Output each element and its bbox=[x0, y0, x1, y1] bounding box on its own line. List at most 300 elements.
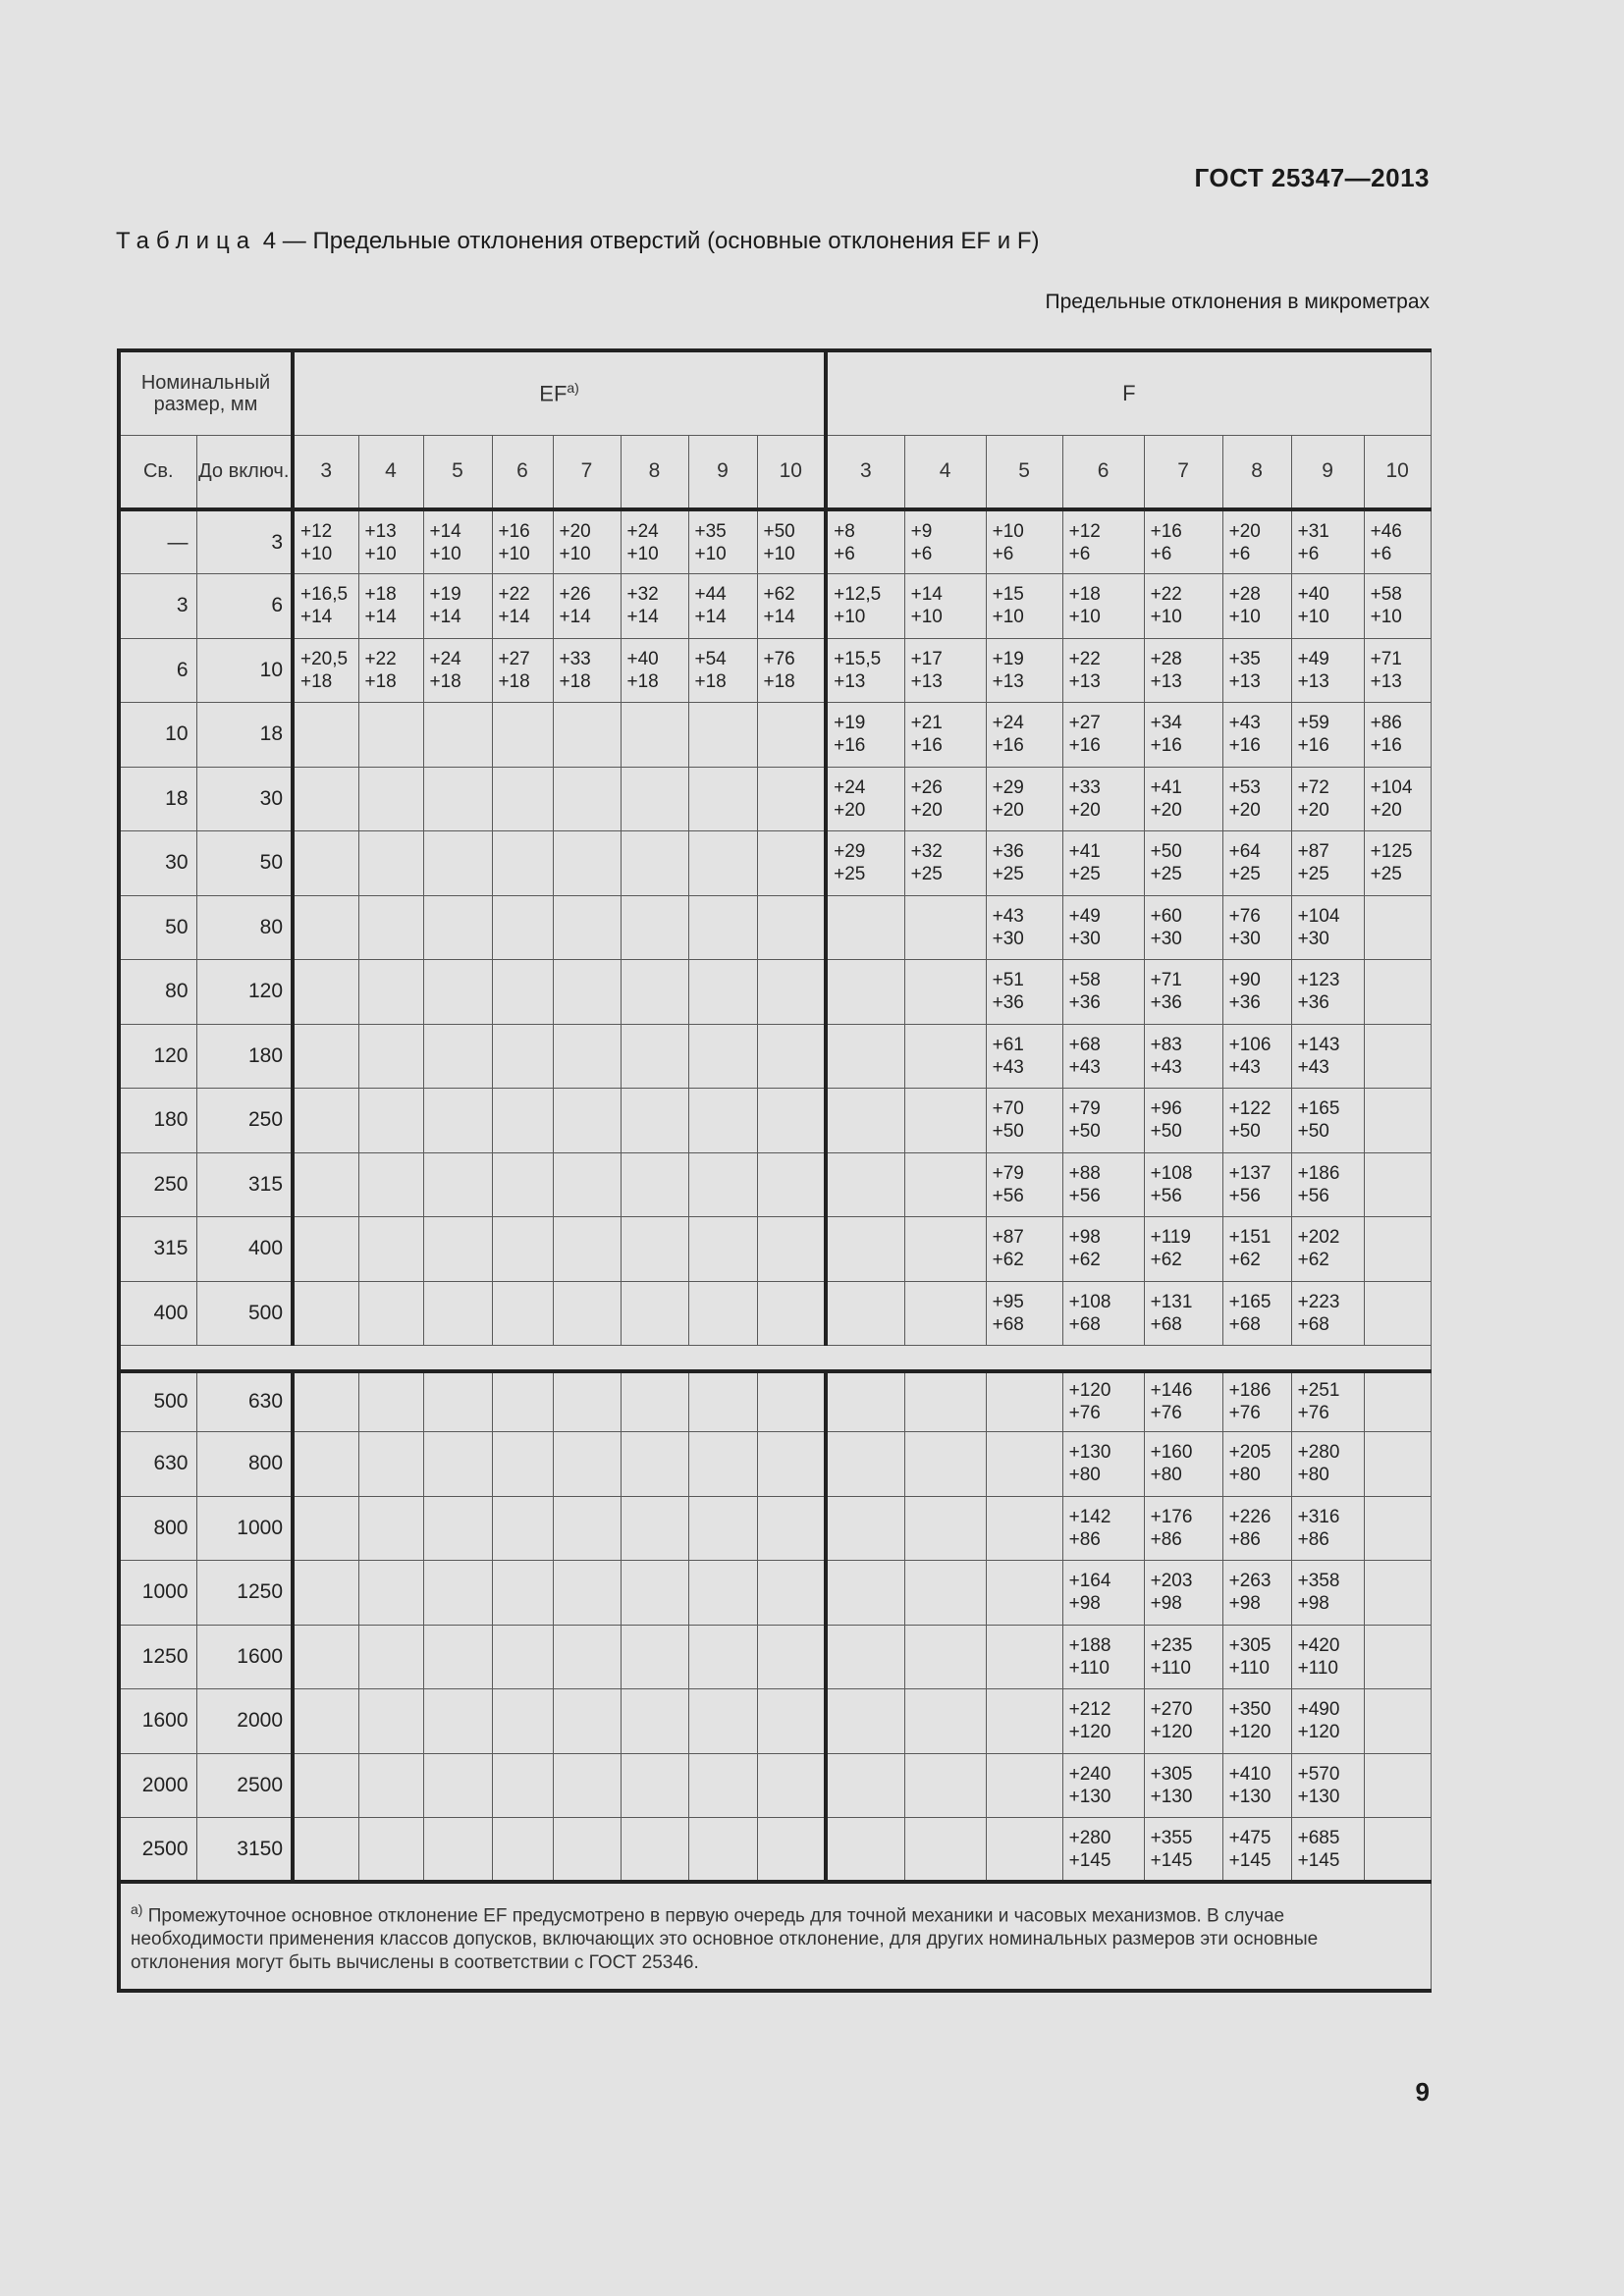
value-cell bbox=[492, 1432, 553, 1497]
upper-deviation: +475 bbox=[1228, 1827, 1272, 1848]
value-cell bbox=[757, 1371, 826, 1432]
value-cell bbox=[757, 895, 826, 960]
value-cell bbox=[423, 1089, 492, 1153]
f-grade-header: 4 bbox=[904, 435, 986, 509]
value-cell bbox=[826, 1024, 904, 1089]
value-cell bbox=[1062, 638, 1144, 703]
lower-deviation: +50 bbox=[1297, 1121, 1329, 1143]
value-cell bbox=[1144, 1818, 1222, 1883]
value-cell bbox=[904, 1625, 986, 1689]
value-cell bbox=[358, 1432, 423, 1497]
value-cell bbox=[1291, 1371, 1364, 1432]
upper-deviation: +54 bbox=[694, 648, 727, 669]
lower-deviation: +50 bbox=[1228, 1121, 1261, 1143]
upper-deviation: +24 bbox=[992, 713, 1024, 734]
value-cell bbox=[1222, 1281, 1291, 1346]
value-cell bbox=[621, 1281, 688, 1346]
value-cell bbox=[293, 1089, 358, 1153]
lower-deviation: +68 bbox=[1150, 1313, 1182, 1335]
upper-deviation: +164 bbox=[1068, 1571, 1111, 1592]
upper-deviation: +28 bbox=[1228, 584, 1261, 606]
value-cell bbox=[826, 703, 904, 768]
value-cell bbox=[492, 703, 553, 768]
value-cell bbox=[986, 1371, 1062, 1432]
lower-deviation: +20 bbox=[992, 799, 1024, 821]
upper-deviation: +27 bbox=[498, 648, 530, 669]
value-cell bbox=[757, 1625, 826, 1689]
footnote-row bbox=[119, 1882, 1431, 1991]
lower-deviation: +14 bbox=[694, 607, 727, 628]
upper-deviation: +20 bbox=[1228, 520, 1261, 542]
upper-deviation: +16,5 bbox=[300, 584, 349, 606]
lower-deviation: +25 bbox=[1297, 864, 1329, 885]
lower-deviation: +10 bbox=[300, 543, 333, 564]
value-cell bbox=[1291, 1496, 1364, 1561]
lower-deviation: +30 bbox=[1228, 928, 1261, 949]
lower-deviation: +18 bbox=[559, 670, 591, 692]
lower-deviation: +50 bbox=[1150, 1121, 1182, 1143]
value-cell bbox=[423, 1024, 492, 1089]
upper-deviation: +165 bbox=[1228, 1291, 1272, 1312]
value-cell bbox=[1144, 960, 1222, 1025]
upper-deviation: +305 bbox=[1228, 1634, 1272, 1656]
value-cell bbox=[1144, 1024, 1222, 1089]
lower-deviation: +13 bbox=[1150, 670, 1182, 692]
value-cell bbox=[1364, 1217, 1431, 1282]
lower-deviation: +86 bbox=[1297, 1528, 1329, 1550]
table-row bbox=[119, 1432, 1431, 1497]
value-cell bbox=[423, 574, 492, 639]
upper-deviation: +59 bbox=[1297, 713, 1329, 734]
size-to-cell: 1600 bbox=[196, 1625, 293, 1689]
upper-deviation: +226 bbox=[1228, 1506, 1272, 1527]
upper-deviation: +15 bbox=[992, 584, 1024, 606]
value-cell bbox=[358, 1818, 423, 1883]
value-cell bbox=[1291, 1818, 1364, 1883]
value-cell bbox=[1291, 831, 1364, 896]
upper-deviation: +205 bbox=[1228, 1442, 1272, 1464]
lower-deviation: +13 bbox=[910, 670, 943, 692]
value-cell bbox=[358, 509, 423, 574]
value-cell bbox=[621, 1089, 688, 1153]
value-cell bbox=[826, 767, 904, 831]
upper-deviation: +21 bbox=[910, 713, 943, 734]
upper-deviation: +60 bbox=[1150, 905, 1182, 927]
value-cell bbox=[293, 895, 358, 960]
table-row bbox=[119, 1689, 1431, 1754]
value-cell bbox=[1062, 509, 1144, 574]
value-cell bbox=[1364, 895, 1431, 960]
upper-deviation: +176 bbox=[1150, 1506, 1193, 1527]
upper-deviation: +270 bbox=[1150, 1699, 1193, 1721]
size-to-cell: 50 bbox=[196, 831, 293, 896]
lower-deviation: +80 bbox=[1228, 1465, 1261, 1486]
ef-grade-header: 3 bbox=[293, 435, 358, 509]
value-cell bbox=[757, 1753, 826, 1818]
upper-deviation: +12,5 bbox=[834, 584, 882, 606]
upper-deviation: +76 bbox=[1228, 905, 1261, 927]
value-cell bbox=[553, 767, 621, 831]
value-cell bbox=[553, 1561, 621, 1626]
value-cell bbox=[826, 1432, 904, 1497]
value-cell bbox=[293, 1432, 358, 1497]
size-to-cell: 400 bbox=[196, 1217, 293, 1282]
upper-deviation: +18 bbox=[1068, 584, 1101, 606]
value-cell bbox=[1291, 1432, 1364, 1497]
value-cell bbox=[986, 895, 1062, 960]
value-cell bbox=[986, 1496, 1062, 1561]
value-cell bbox=[826, 1753, 904, 1818]
value-cell bbox=[826, 1689, 904, 1754]
value-cell bbox=[293, 509, 358, 574]
value-cell bbox=[423, 638, 492, 703]
upper-deviation: +188 bbox=[1068, 1634, 1111, 1656]
value-cell bbox=[423, 1281, 492, 1346]
lower-deviation: +56 bbox=[1228, 1185, 1261, 1206]
value-cell bbox=[492, 509, 553, 574]
upper-deviation: +355 bbox=[1150, 1827, 1193, 1848]
lower-deviation: +14 bbox=[364, 607, 397, 628]
lower-deviation: +14 bbox=[626, 607, 659, 628]
size-from-cell: 180 bbox=[119, 1089, 196, 1153]
upper-deviation: +62 bbox=[763, 584, 795, 606]
upper-deviation: +35 bbox=[694, 520, 727, 542]
upper-deviation: +165 bbox=[1297, 1098, 1340, 1120]
lower-deviation: +86 bbox=[1228, 1528, 1261, 1550]
value-cell bbox=[986, 638, 1062, 703]
lower-deviation: +18 bbox=[626, 670, 659, 692]
value-cell bbox=[688, 1089, 757, 1153]
f-label: F bbox=[1122, 380, 1136, 405]
value-cell bbox=[1291, 1689, 1364, 1754]
value-cell bbox=[423, 1753, 492, 1818]
value-cell bbox=[358, 1371, 423, 1432]
value-cell bbox=[904, 960, 986, 1025]
value-cell bbox=[1062, 703, 1144, 768]
lower-deviation: +98 bbox=[1297, 1593, 1329, 1615]
value-cell bbox=[1222, 1024, 1291, 1089]
upper-deviation: +358 bbox=[1297, 1571, 1340, 1592]
value-cell bbox=[904, 1371, 986, 1432]
value-cell bbox=[986, 1024, 1062, 1089]
value-cell bbox=[826, 1561, 904, 1626]
value-cell bbox=[904, 1561, 986, 1626]
lower-deviation: +16 bbox=[1068, 735, 1101, 757]
lower-deviation: +10 bbox=[763, 543, 795, 564]
upper-deviation: +350 bbox=[1228, 1699, 1272, 1721]
value-cell bbox=[1062, 1024, 1144, 1089]
upper-deviation: +35 bbox=[1228, 648, 1261, 669]
lower-deviation: +76 bbox=[1150, 1403, 1182, 1424]
upper-deviation: +280 bbox=[1297, 1442, 1340, 1464]
value-cell bbox=[358, 1024, 423, 1089]
table-row bbox=[119, 509, 1431, 574]
size-from-cell: 1250 bbox=[119, 1625, 196, 1689]
value-cell bbox=[621, 895, 688, 960]
value-cell bbox=[904, 1818, 986, 1883]
lower-deviation: +36 bbox=[1150, 992, 1182, 1014]
lower-deviation: +25 bbox=[910, 864, 943, 885]
value-cell bbox=[1222, 1625, 1291, 1689]
value-cell bbox=[1222, 1089, 1291, 1153]
size-from-cell: 3 bbox=[119, 574, 196, 639]
lower-deviation: +145 bbox=[1150, 1849, 1193, 1871]
value-cell bbox=[358, 1152, 423, 1217]
lower-deviation: +56 bbox=[1297, 1185, 1329, 1206]
upper-deviation: +26 bbox=[559, 584, 591, 606]
value-cell bbox=[688, 1371, 757, 1432]
value-cell bbox=[1222, 1689, 1291, 1754]
lower-deviation: +50 bbox=[992, 1121, 1024, 1143]
upper-deviation: +22 bbox=[364, 648, 397, 669]
table-row bbox=[119, 960, 1431, 1025]
value-cell bbox=[423, 831, 492, 896]
value-cell bbox=[423, 960, 492, 1025]
lower-deviation: +13 bbox=[834, 670, 866, 692]
lower-deviation: +43 bbox=[1068, 1056, 1101, 1078]
value-cell bbox=[621, 1561, 688, 1626]
upper-deviation: +79 bbox=[1068, 1098, 1101, 1120]
lower-deviation: +98 bbox=[1228, 1593, 1261, 1615]
value-cell bbox=[621, 1625, 688, 1689]
value-cell bbox=[1222, 574, 1291, 639]
upper-deviation: +420 bbox=[1297, 1634, 1340, 1656]
value-cell bbox=[492, 1689, 553, 1754]
upper-deviation: +70 bbox=[992, 1098, 1024, 1120]
page-number: 9 bbox=[1415, 2077, 1430, 2107]
upper-deviation: +41 bbox=[1150, 776, 1182, 798]
upper-deviation: +90 bbox=[1228, 970, 1261, 991]
value-cell bbox=[1291, 703, 1364, 768]
value-cell bbox=[492, 574, 553, 639]
lower-deviation: +68 bbox=[1068, 1313, 1101, 1335]
value-cell bbox=[358, 703, 423, 768]
upper-deviation: +8 bbox=[834, 520, 855, 542]
value-cell bbox=[757, 703, 826, 768]
lower-deviation: +6 bbox=[992, 543, 1014, 564]
upper-deviation: +17 bbox=[910, 648, 943, 669]
value-cell bbox=[1291, 638, 1364, 703]
upper-deviation: +16 bbox=[1150, 520, 1182, 542]
lower-deviation: +62 bbox=[1150, 1250, 1182, 1271]
value-cell bbox=[826, 1152, 904, 1217]
value-cell bbox=[986, 1561, 1062, 1626]
value-cell bbox=[621, 574, 688, 639]
value-cell bbox=[904, 1217, 986, 1282]
lower-deviation: +62 bbox=[992, 1250, 1024, 1271]
value-cell bbox=[757, 1024, 826, 1089]
f-grade-header: 7 bbox=[1144, 435, 1222, 509]
size-header: Номинальный размер, мм bbox=[119, 350, 293, 435]
value-cell bbox=[1222, 1561, 1291, 1626]
lower-deviation: +145 bbox=[1297, 1849, 1340, 1871]
upper-deviation: +263 bbox=[1228, 1571, 1272, 1592]
table-row bbox=[119, 703, 1431, 768]
value-cell bbox=[553, 1753, 621, 1818]
lower-deviation: +43 bbox=[1150, 1056, 1182, 1078]
upper-deviation: +88 bbox=[1068, 1162, 1101, 1184]
upper-deviation: +14 bbox=[910, 584, 943, 606]
upper-deviation: +123 bbox=[1297, 970, 1340, 991]
lower-deviation: +25 bbox=[1150, 864, 1182, 885]
value-cell bbox=[986, 509, 1062, 574]
value-cell bbox=[1291, 574, 1364, 639]
lower-deviation: +20 bbox=[1297, 799, 1329, 821]
value-cell bbox=[492, 1753, 553, 1818]
lower-deviation: +18 bbox=[429, 670, 461, 692]
value-cell bbox=[358, 1753, 423, 1818]
value-cell bbox=[553, 1496, 621, 1561]
f-grade-header: 10 bbox=[1364, 435, 1431, 509]
lower-deviation: +80 bbox=[1068, 1465, 1101, 1486]
lower-deviation: +16 bbox=[992, 735, 1024, 757]
lower-deviation: +43 bbox=[992, 1056, 1024, 1078]
value-cell bbox=[1144, 767, 1222, 831]
value-cell bbox=[826, 1496, 904, 1561]
lower-deviation: +10 bbox=[1228, 607, 1261, 628]
value-cell bbox=[1222, 960, 1291, 1025]
lower-deviation: +16 bbox=[1297, 735, 1329, 757]
value-cell bbox=[904, 703, 986, 768]
size-from-cell: 315 bbox=[119, 1217, 196, 1282]
value-cell bbox=[826, 831, 904, 896]
upper-deviation: +142 bbox=[1068, 1506, 1111, 1527]
lower-deviation: +13 bbox=[1228, 670, 1261, 692]
upper-deviation: +143 bbox=[1297, 1034, 1340, 1055]
lower-deviation: +20 bbox=[1150, 799, 1182, 821]
value-cell bbox=[757, 1089, 826, 1153]
upper-deviation: +125 bbox=[1370, 841, 1413, 863]
lower-deviation: +30 bbox=[1297, 928, 1329, 949]
lower-deviation: +145 bbox=[1228, 1849, 1272, 1871]
upper-deviation: +98 bbox=[1068, 1227, 1101, 1249]
value-cell bbox=[293, 1561, 358, 1626]
value-cell bbox=[553, 1818, 621, 1883]
value-cell bbox=[826, 574, 904, 639]
lower-deviation: +20 bbox=[1228, 799, 1261, 821]
value-cell bbox=[1144, 1625, 1222, 1689]
lower-deviation: +25 bbox=[992, 864, 1024, 885]
ef-grade-header: 9 bbox=[688, 435, 757, 509]
lower-deviation: +6 bbox=[1228, 543, 1251, 564]
lower-deviation: +43 bbox=[1297, 1056, 1329, 1078]
value-cell bbox=[1291, 1625, 1364, 1689]
lower-deviation: +110 bbox=[1228, 1657, 1270, 1679]
value-cell bbox=[492, 1561, 553, 1626]
value-cell bbox=[688, 960, 757, 1025]
lower-deviation: +56 bbox=[1150, 1185, 1182, 1206]
value-cell bbox=[1364, 831, 1431, 896]
upper-deviation: +202 bbox=[1297, 1227, 1340, 1249]
value-cell bbox=[1364, 509, 1431, 574]
value-cell bbox=[553, 638, 621, 703]
lower-deviation: +10 bbox=[694, 543, 727, 564]
upper-deviation: +87 bbox=[992, 1227, 1024, 1249]
upper-deviation: +280 bbox=[1068, 1827, 1111, 1848]
lower-deviation: +13 bbox=[992, 670, 1024, 692]
value-cell bbox=[1364, 638, 1431, 703]
value-cell bbox=[688, 1496, 757, 1561]
lower-deviation: +36 bbox=[1228, 992, 1261, 1014]
value-cell bbox=[1144, 1689, 1222, 1754]
upper-deviation: +9 bbox=[910, 520, 933, 542]
value-cell bbox=[621, 1689, 688, 1754]
value-cell bbox=[1062, 1818, 1144, 1883]
table-row bbox=[119, 1024, 1431, 1089]
value-cell bbox=[1222, 1753, 1291, 1818]
upper-deviation: +79 bbox=[992, 1162, 1024, 1184]
lower-deviation: +10 bbox=[626, 543, 659, 564]
value-cell bbox=[1222, 1496, 1291, 1561]
value-cell bbox=[492, 1024, 553, 1089]
value-cell bbox=[904, 574, 986, 639]
upper-deviation: +122 bbox=[1228, 1098, 1272, 1120]
value-cell bbox=[621, 703, 688, 768]
footnote-mark: а) bbox=[131, 1901, 143, 1917]
upper-deviation: +104 bbox=[1370, 776, 1413, 798]
lower-deviation: +43 bbox=[1228, 1056, 1261, 1078]
upper-deviation: +137 bbox=[1228, 1162, 1272, 1184]
value-cell bbox=[1144, 703, 1222, 768]
upper-deviation: +51 bbox=[992, 970, 1024, 991]
size-to-cell: 10 bbox=[196, 638, 293, 703]
lower-deviation: +10 bbox=[364, 543, 397, 564]
size-to-cell: 2000 bbox=[196, 1689, 293, 1754]
size-from-cell: 630 bbox=[119, 1432, 196, 1497]
table-row bbox=[119, 1496, 1431, 1561]
value-cell bbox=[358, 831, 423, 896]
value-cell bbox=[423, 1152, 492, 1217]
lower-deviation: +76 bbox=[1297, 1403, 1329, 1424]
value-cell bbox=[757, 1689, 826, 1754]
value-cell bbox=[492, 1281, 553, 1346]
value-cell bbox=[621, 1432, 688, 1497]
value-cell bbox=[492, 1371, 553, 1432]
value-cell bbox=[1222, 767, 1291, 831]
value-cell bbox=[358, 638, 423, 703]
upper-deviation: +27 bbox=[1068, 713, 1101, 734]
lower-deviation: +18 bbox=[694, 670, 727, 692]
table-title-text: — Предельные отклонения отверстий (основные отклонения EF и F) bbox=[276, 228, 1040, 254]
value-cell bbox=[293, 703, 358, 768]
value-cell bbox=[553, 1024, 621, 1089]
size-from-cell: 2500 bbox=[119, 1818, 196, 1883]
upper-deviation: +108 bbox=[1150, 1162, 1193, 1184]
value-cell bbox=[688, 703, 757, 768]
f-grade-header: 6 bbox=[1062, 435, 1144, 509]
size-from-cell: 80 bbox=[119, 960, 196, 1025]
lower-deviation: +25 bbox=[1228, 864, 1261, 885]
value-cell bbox=[1062, 574, 1144, 639]
lower-deviation: +98 bbox=[1068, 1593, 1101, 1615]
value-cell bbox=[553, 1217, 621, 1282]
upper-deviation: +570 bbox=[1297, 1763, 1340, 1785]
lower-deviation: +25 bbox=[1370, 864, 1402, 885]
value-cell bbox=[621, 960, 688, 1025]
lower-deviation: +20 bbox=[834, 799, 866, 821]
lower-deviation: +25 bbox=[1068, 864, 1101, 885]
value-cell bbox=[358, 1089, 423, 1153]
value-cell bbox=[986, 960, 1062, 1025]
lower-deviation: +36 bbox=[1297, 992, 1329, 1014]
value-cell bbox=[986, 703, 1062, 768]
value-cell bbox=[621, 1152, 688, 1217]
lower-deviation: +10 bbox=[834, 607, 866, 628]
lower-deviation: +6 bbox=[1150, 543, 1172, 564]
lower-deviation: +16 bbox=[1150, 735, 1182, 757]
table-row bbox=[119, 895, 1431, 960]
value-cell bbox=[904, 1089, 986, 1153]
